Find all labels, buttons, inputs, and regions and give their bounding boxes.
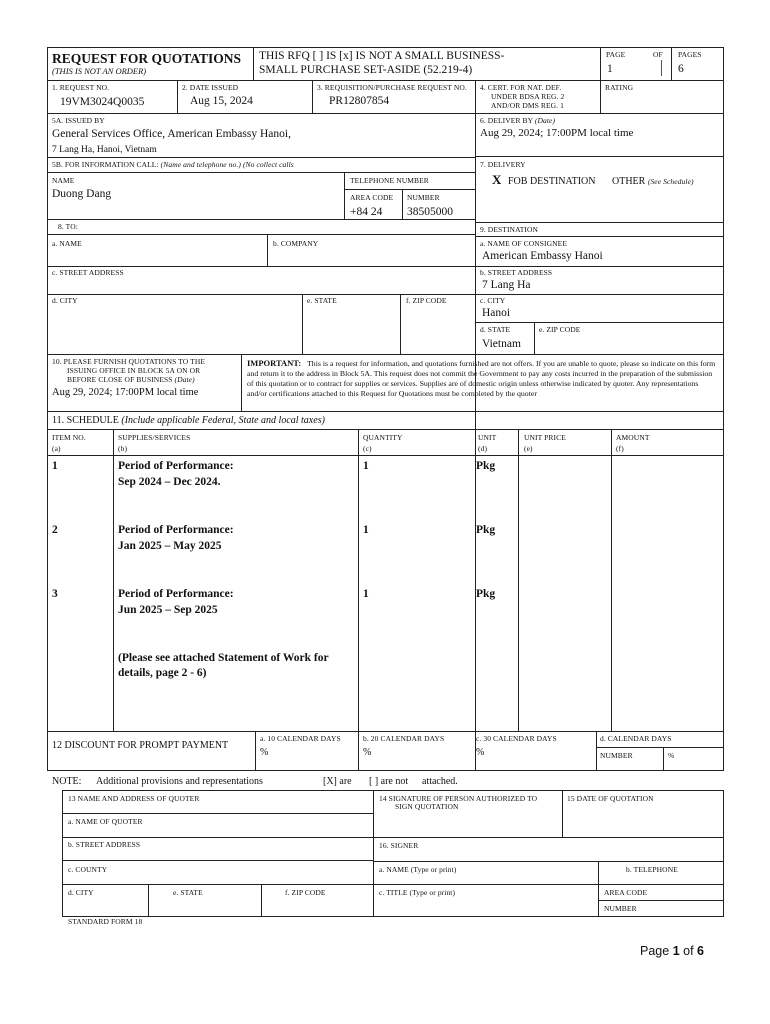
row-desc-1: Period of Performance: [118, 524, 234, 536]
rule [47, 157, 475, 158]
rule [562, 790, 563, 838]
rule [241, 354, 242, 411]
rule [62, 837, 724, 838]
delivery-label: 7. DELIVERY [480, 160, 526, 169]
rule [475, 222, 724, 223]
info-call-label [52, 161, 294, 170]
rule [47, 294, 724, 295]
info-call-label-note: (Name and telephone no.) (No collect calls [160, 160, 294, 169]
schedule-title-text: 11. SCHEDULE [52, 415, 119, 426]
rule [598, 900, 724, 901]
rule [475, 236, 724, 237]
signature-label-2: SIGN QUOTATION [395, 802, 459, 811]
signer-name-label: a. NAME (Type or print) [379, 865, 457, 874]
delivery-other-note: (See Schedule) [647, 177, 694, 186]
rule [344, 189, 475, 190]
col-unit-label: UNIT [478, 433, 497, 442]
rule [400, 294, 401, 354]
note-label: NOTE: [52, 776, 82, 787]
rule [47, 113, 724, 114]
important-text: This is a request for information, and quotations furnished are not offers. If you are unable to quote, please so indicate on this form and return it to the address in Block 5A. This request does not commit the Government to pay any costs incurred in the preparation of the submission of this quotation or to contract for supplies or services. Supplies are of domestic origin unless otherwise indicated by quoter. Any representations and/or certifications attached to this Request for Quotations must be completed by the quoter [247, 359, 716, 399]
page-footer-prefix: Page [640, 944, 670, 958]
date-issued-value: Aug 15, 2024 [190, 95, 253, 107]
row-desc-2: Jun 2025 – Sep 2025 [118, 604, 218, 616]
col-item-label: ITEM NO. [52, 433, 86, 442]
quoter-street-label: b. STREET ADDRESS [68, 840, 141, 849]
rule [47, 266, 724, 267]
col-unit-price-sub: (e) [524, 444, 533, 453]
row-unit: Pkg [476, 524, 496, 536]
cert-label-1: 4. CERT. FOR NAT. DEF. [480, 83, 562, 92]
rule [62, 790, 63, 916]
rule [47, 47, 48, 770]
rule [723, 790, 724, 916]
row-unit: Pkg [476, 588, 496, 600]
block10-line3 [67, 376, 195, 385]
quoter-county-label: c. COUNTY [68, 865, 108, 874]
dest-state-value: Vietnam [482, 338, 521, 350]
quoter-city-label: d. CITY [68, 888, 94, 897]
pages-value: 6 [678, 63, 684, 75]
quotation-date-label: 15 DATE OF QUOTATION [567, 794, 654, 803]
page-footer [640, 944, 704, 958]
block10-line3-text: BEFORE CLOSE OF BUSINESS [67, 375, 173, 384]
signer-title-label: c. TITLE (Type or print) [379, 888, 456, 897]
deliver-by-value: Aug 29, 2024; 17:00PM local time [480, 127, 634, 139]
dest-city-value: Hanoi [482, 307, 511, 319]
schedule-title [52, 415, 325, 427]
discount-30-pct: % [476, 747, 485, 758]
col-amount-label: AMOUNT [616, 433, 650, 442]
rule [177, 80, 178, 113]
area-code-label: AREA CODE [350, 193, 394, 202]
dest-state-label: d. STATE [480, 325, 511, 334]
row-desc-2: Sep 2024 – Dec 2024. [118, 476, 221, 488]
rule [475, 322, 724, 323]
rule [267, 234, 268, 266]
quoter-state-label: e. STATE [173, 888, 203, 897]
important-lead: IMPORTANT: [247, 358, 302, 368]
sow-note-line2: details, page 2 - 6) [118, 667, 207, 679]
area-code-value: +84 24 [350, 206, 383, 218]
discount-20-label: b. 20 CALENDAR DAYS [363, 734, 445, 743]
rule [47, 47, 724, 48]
issued-by-line1: General Services Office, American Embassy Hanoi, [52, 128, 291, 140]
block10-line2: ISSUING OFFICE IN BLOCK 5A ON OR [67, 366, 201, 375]
form-title: REQUEST FOR QUOTATIONS [52, 51, 242, 66]
discount-days-label: d. CALENDAR DAYS [600, 734, 672, 743]
block10-line3-note: (Date) [174, 375, 195, 384]
rule [47, 411, 724, 412]
rule [47, 770, 724, 771]
row-unit: Pkg [476, 460, 496, 472]
col-quantity-label: QUANTITY [363, 433, 403, 442]
signature-label-1: 14 SIGNATURE OF PERSON AUTHORIZED TO [379, 794, 538, 803]
signer-label: 16. SIGNER [379, 841, 419, 850]
note-attached: attached. [422, 776, 458, 787]
contact-name-label: NAME [52, 176, 75, 185]
rule [62, 860, 373, 861]
page-label: PAGE [606, 50, 626, 59]
rule [358, 731, 359, 770]
rule [47, 354, 724, 355]
consignee-label: a. NAME OF CONSIGNEE [480, 239, 567, 248]
page-footer-of: of [683, 944, 694, 958]
page-footer-current: 1 [672, 944, 680, 958]
rule [534, 322, 535, 354]
deliver-by-label-note: (Date) [534, 116, 556, 125]
note-are-not: [ ] are not [369, 776, 409, 787]
form-subtitle: (THIS IS NOT AN ORDER) [52, 66, 147, 76]
dest-street-value: 7 Lang Ha [482, 279, 531, 291]
rule [475, 156, 724, 157]
col-amount-sub: (f) [616, 444, 624, 453]
delivery-other-text: OTHER [612, 176, 646, 187]
rule [62, 790, 724, 791]
row-qty: 1 [363, 588, 369, 600]
to-state-label: e. STATE [307, 296, 337, 305]
dest-street-label: b. STREET ADDRESS [480, 268, 553, 277]
to-company-label: b. COMPANY [273, 239, 319, 248]
to-zip-label: f. ZIP CODE [406, 296, 447, 305]
rfq-set-aside-line1: THIS RFQ [ ] IS [x] IS NOT A SMALL BUSINESS- [259, 50, 505, 62]
rule [47, 455, 724, 456]
delivery-other-label [612, 176, 694, 188]
row-desc-1: Period of Performance: [118, 460, 234, 472]
rule [358, 429, 359, 731]
rfq-set-aside-line2: SMALL PURCHASE SET-ASIDE (52.219-4) [259, 64, 473, 76]
rule [598, 861, 599, 916]
destination-label: 9. DESTINATION [480, 225, 539, 234]
sow-note-line1: (Please see attached Statement of Work for [118, 652, 329, 664]
consignee-value: American Embassy Hanoi [482, 250, 603, 262]
rule [518, 429, 519, 731]
important-notice [247, 358, 717, 400]
rule [671, 47, 672, 80]
rule [663, 747, 664, 770]
row-qty: 1 [363, 460, 369, 472]
signer-area-code-label: AREA CODE [604, 888, 648, 897]
col-item-sub: (a) [52, 444, 61, 453]
telephone-label: TELEPHONE NUMBER [350, 176, 429, 185]
dest-zip-label: e. ZIP CODE [539, 325, 581, 334]
note-are: [X] are [323, 776, 352, 787]
page-footer-total: 6 [697, 944, 704, 958]
rule [62, 813, 373, 814]
phone-number-value: 38505000 [407, 206, 453, 218]
to-city-label: d. CITY [52, 296, 78, 305]
row-item: 3 [52, 588, 58, 600]
rule [611, 429, 612, 731]
rule [402, 189, 403, 219]
rule [373, 861, 724, 862]
rule [47, 234, 475, 235]
col-supplies-sub: (b) [118, 444, 128, 453]
row-item: 1 [52, 460, 58, 472]
discount-days-pct: % [668, 751, 675, 760]
rule [596, 747, 724, 748]
discount-30-label: c. 30 CALENDAR DAYS [476, 734, 557, 743]
dest-city-label: c. CITY [480, 296, 506, 305]
rule [113, 429, 114, 731]
requisition-label: 3. REQUISITION/PURCHASE REQUEST NO. [317, 83, 467, 92]
quoter-name-address-label: 13 NAME AND ADDRESS OF QUOTER [68, 794, 200, 803]
cert-label-2: UNDER BDSA REG. 2 [491, 92, 565, 101]
schedule-title-note: (Include applicable Federal, State and local taxes) [121, 415, 325, 426]
rule [253, 47, 254, 80]
rule [344, 172, 345, 219]
rule [373, 790, 374, 916]
signer-number-label: NUMBER [604, 904, 637, 913]
of-label: OF [653, 50, 663, 59]
fob-destination-label: FOB DESTINATION [508, 176, 596, 187]
discount-10-pct: % [260, 747, 269, 758]
rule [261, 884, 262, 916]
issued-by-label: 5A. ISSUED BY [52, 116, 105, 125]
page-value: 1 [607, 63, 613, 75]
request-no-value: 19VM3024Q0035 [60, 96, 145, 108]
fob-check-mark: X [492, 172, 502, 187]
rule [255, 731, 256, 770]
rating-label: RATING [605, 83, 634, 92]
rule [302, 294, 303, 354]
rule [47, 172, 475, 173]
discount-10-label: a. 10 CALENDAR DAYS [260, 734, 341, 743]
rule [47, 429, 724, 430]
discount-label: 12 DISCOUNT FOR PROMPT PAYMENT [52, 740, 229, 751]
rule [148, 884, 149, 916]
signer-telephone-label: b. TELEPHONE [626, 865, 678, 874]
rule [312, 80, 313, 113]
issued-by-line2: 7 Lang Ha, Hanoi, Vietnam [52, 145, 157, 155]
rule [596, 731, 597, 770]
to-label: 8. TO: [58, 222, 78, 231]
to-street-label: c. STREET ADDRESS [52, 268, 124, 277]
quotation-due-value: Aug 29, 2024; 17:00PM local time [52, 387, 199, 398]
col-unit-sub: (d) [478, 444, 488, 453]
pages-label: PAGES [678, 50, 702, 59]
number-label: NUMBER [407, 193, 440, 202]
col-quantity-sub: (c) [363, 444, 372, 453]
quoter-name-label: a. NAME OF QUOTER [68, 817, 143, 826]
rule [62, 916, 724, 917]
request-no-label: 1. REQUEST NO. [52, 83, 110, 92]
col-unit-price-label: UNIT PRICE [524, 433, 566, 442]
date-issued-label: 2. DATE ISSUED [182, 83, 239, 92]
deliver-by-label [480, 117, 555, 126]
cert-label-3: AND/OR DMS REG. 1 [491, 101, 564, 110]
deliver-by-label-text: 6. DELIVER BY [480, 116, 533, 125]
info-call-label-text: 5B. FOR INFORMATION CALL: [52, 160, 159, 169]
row-qty: 1 [363, 524, 369, 536]
note-text: Additional provisions and representations [96, 776, 263, 787]
block10-line1: 10. PLEASE FURNISH QUOTATIONS TO THE [52, 357, 206, 366]
contact-name-value: Duong Dang [52, 188, 112, 200]
row-desc-1: Period of Performance: [118, 588, 234, 600]
rule [475, 80, 476, 770]
rule [661, 60, 662, 76]
row-desc-2: Jan 2025 – May 2025 [118, 540, 222, 552]
discount-20-pct: % [363, 747, 372, 758]
rule [47, 731, 724, 732]
rule [47, 80, 724, 81]
standard-form-label: STANDARD FORM 18 [68, 917, 143, 926]
row-item: 2 [52, 524, 58, 536]
col-supplies-label: SUPPLIES/SERVICES [118, 433, 191, 442]
quoter-zip-label: f. ZIP CODE [285, 888, 326, 897]
requisition-value: PR12807854 [329, 95, 390, 107]
rule [62, 884, 724, 885]
discount-number-label: NUMBER [600, 751, 633, 760]
to-name-label: a. NAME [52, 239, 82, 248]
